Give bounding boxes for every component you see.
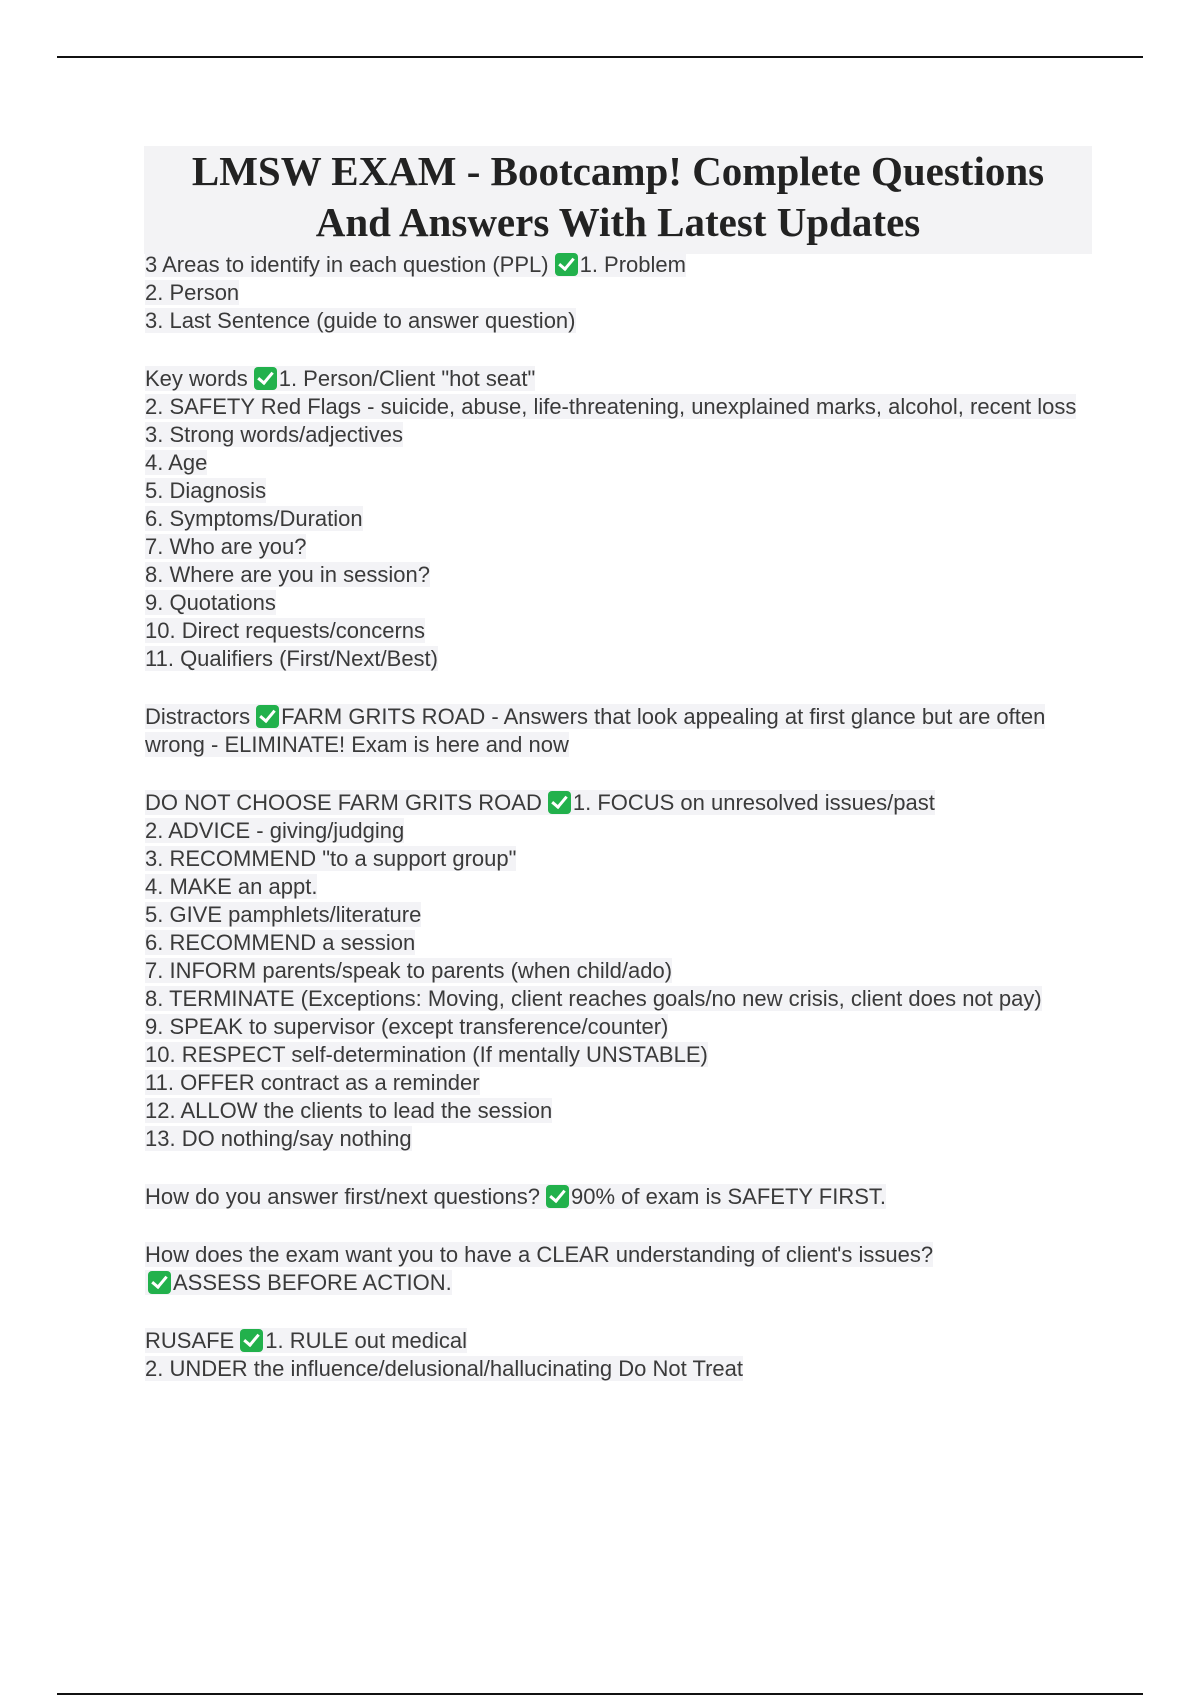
top-rule [57,56,1143,58]
answer-text: 1. RULE out medical [265,1328,468,1353]
answer-line: 2. Person [145,280,240,305]
answer-line: 9. Quotations [145,590,276,615]
check-icon [546,1185,569,1208]
answer-line: 3. RECOMMEND "to a support group" [145,846,517,871]
answer-line: 6. Symptoms/Duration [145,506,363,531]
answer-line: 4. MAKE an appt. [145,874,318,899]
check-icon [256,705,279,728]
question-text: RUSAFE [145,1328,235,1353]
answer-line: 8. Where are you in session? [145,562,430,587]
check-icon [548,791,571,814]
qa-item [145,1183,1095,1211]
document-title [144,146,1092,254]
answer-line: 6. RECOMMEND a session [145,930,416,955]
answer-line: 2. ADVICE - giving/judging [145,818,405,843]
answer-line: 3. Strong words/adjectives [145,422,404,447]
title-line-2: And Answers With Latest Updates [315,199,921,245]
answer-line: 4. Age [145,450,208,475]
answer-text: 1. Problem [579,252,686,277]
answer-line: 11. OFFER contract as a reminder [145,1070,480,1095]
answer-line: 7. INFORM parents/speak to parents (when child/ado) [145,958,673,983]
answer-text: ASSESS BEFORE ACTION. [173,1270,452,1295]
answer-line: 9. SPEAK to supervisor (except transference/counter) [145,1014,669,1039]
answer-line: 5. Diagnosis [145,478,267,503]
answer-line: 11. Qualifiers (First/Next/Best) [145,646,438,671]
answer-line: 10. Direct requests/concerns [145,618,426,643]
answer-line: 10. RESPECT self-determination (If mentally UNSTABLE) [145,1042,708,1067]
question-text: How do you answer first/next questions? [145,1184,540,1209]
qa-item [145,365,1095,673]
title-line-1: LMSW EXAM - Bootcamp! Complete Questions [191,148,1045,194]
qa-item [145,789,1095,1153]
answer-line: 2. UNDER the influence/delusional/hallucinating Do Not Treat [145,1356,743,1381]
answer-text: 90% of exam is SAFETY FIRST. [570,1184,887,1209]
answer-line: 12. ALLOW the clients to lead the session [145,1098,553,1123]
answer-line: 13. DO nothing/say nothing [145,1126,412,1151]
check-icon [148,1271,171,1294]
answer-text: 1. FOCUS on unresolved issues/past [572,790,935,815]
qa-item [145,703,1095,759]
check-icon [555,253,578,276]
qa-item [145,251,1095,335]
qa-item [145,1327,1095,1383]
answer-line: 3. Last Sentence (guide to answer question) [145,308,576,333]
answer-text: FARM GRITS ROAD - Answers that look appealing at first glance but are often wrong - ELIMINATE! Exam is here and now [145,704,1046,757]
question-text: Key words [145,366,248,391]
answer-line: 7. Who are you? [145,534,307,559]
bottom-rule [57,1693,1143,1695]
answer-line: 2. SAFETY Red Flags - suicide, abuse, life-threatening, unexplained marks, alcohol, recent loss [145,394,1077,419]
question-text: Distractors [145,704,251,729]
answer-text: 1. Person/Client "hot seat" [278,366,536,391]
qa-item [145,1241,1095,1297]
check-icon [240,1329,263,1352]
question-text: 3 Areas to identify in each question (PPL) [145,252,549,277]
answer-line: 8. TERMINATE (Exceptions: Moving, client reaches goals/no new crisis, client does not pay) [145,986,1042,1011]
question-text: How does the exam want you to have a CLEAR understanding of client's issues? [145,1242,934,1267]
check-icon [254,367,277,390]
question-text: DO NOT CHOOSE FARM GRITS ROAD [145,790,542,815]
answer-line: 5. GIVE pamphlets/literature [145,902,422,927]
qa-list [145,251,1095,1413]
